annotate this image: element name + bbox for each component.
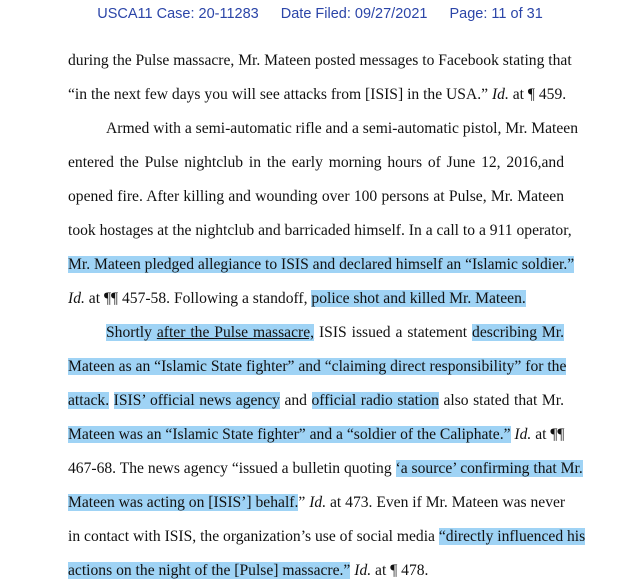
- text-line: [68, 112, 579, 146]
- body-text: [109, 392, 114, 409]
- highlighted-text: actions on the night of the [Pulse] massacre.”: [68, 562, 351, 579]
- text-line: [68, 316, 564, 350]
- text-line: [68, 248, 575, 282]
- body-text: took hostages at the nightclub and barricaded himself. In a call to a 911 operator,: [68, 222, 572, 239]
- text-line: [68, 418, 564, 452]
- page-number: Page: 11 of 31: [449, 6, 543, 22]
- highlighted-text: attack.: [68, 392, 110, 409]
- highlighted-text: ‘a source’ confirming that Mr.: [395, 460, 583, 477]
- text-line: [68, 44, 572, 78]
- body-text: at ¶ 459.: [508, 86, 567, 103]
- text-line: [68, 146, 564, 180]
- document-body: [68, 44, 586, 588]
- text-line: [68, 452, 583, 486]
- highlighted-text: “directly influenced his: [438, 528, 586, 545]
- body-text: also stated that Mr.: [438, 392, 564, 409]
- highlighted-text: Mateen as an “Islamic State fighter” and “claiming direct responsibility” for the: [68, 358, 567, 375]
- highlighted-text: ISIS’ official news agency: [113, 392, 280, 409]
- text-line: [68, 180, 564, 214]
- highlighted-text: Mr. Mateen pledged allegiance to ISIS and declared himself an “Islamic soldier.”: [68, 256, 575, 273]
- text-line: [68, 350, 567, 384]
- body-text: at ¶¶ 457-58. Following a standoff,: [84, 290, 312, 307]
- citation-text: Id.: [491, 86, 509, 103]
- body-text: and: [279, 392, 312, 409]
- body-text: at ¶ 478.: [371, 562, 429, 579]
- body-text: ”: [298, 494, 310, 511]
- text-line: [68, 78, 567, 112]
- citation-text: Id.: [354, 562, 372, 579]
- text-line: [68, 384, 564, 418]
- docket-header: [0, 6, 640, 22]
- text-line: [68, 486, 564, 520]
- body-text: during the Pulse massacre, Mr. Mateen posted messages to Facebook stating that: [68, 52, 572, 69]
- highlighted-text: Shortly: [106, 324, 157, 341]
- body-text: Armed with a semi-automatic rifle and a semi-automatic pistol, Mr. Mateen: [106, 120, 579, 137]
- highlighted-text: describing Mr.: [472, 324, 565, 341]
- citation-text: Id.: [309, 494, 327, 511]
- body-text: 467-68. The news agency “issued a bulletin quoting: [68, 460, 396, 477]
- body-text: at 473. Even if Mr. Mateen was never: [326, 494, 566, 511]
- highlighted-text: after the Pulse massacre,: [156, 324, 315, 341]
- text-line: [68, 520, 586, 554]
- text-line: [68, 282, 564, 316]
- body-text: in contact with ISIS, the organization’s use of social media: [68, 528, 439, 545]
- highlighted-text: police shot and killed Mr. Mateen.: [311, 290, 526, 307]
- text-line: [68, 554, 564, 588]
- highlighted-text: Mateen was acting on [ISIS’] behalf.: [68, 494, 299, 511]
- case-number: USCA11 Case: 20-11283: [97, 6, 259, 22]
- body-text: “in the next few days you will see attacks from [ISIS] in the USA.”: [68, 86, 492, 103]
- date-filed: Date Filed: 09/27/2021: [280, 6, 428, 22]
- highlighted-text: Mateen was an “Islamic State fighter” and a “soldier of the Caliphate.”: [68, 426, 511, 443]
- body-text: opened fire. After killing and wounding over 100 persons at Pulse, Mr. Mateen: [68, 188, 564, 205]
- citation-text: Id.: [68, 290, 85, 307]
- body-text: entered the Pulse nightclub in the early morning hours of June 12, 2016,and: [68, 154, 564, 171]
- body-text: at ¶¶: [531, 426, 565, 443]
- highlighted-text: official radio station: [311, 392, 439, 409]
- citation-text: Id.: [514, 426, 532, 443]
- body-text: ISIS issued a statement: [314, 324, 473, 341]
- text-line: [68, 214, 572, 248]
